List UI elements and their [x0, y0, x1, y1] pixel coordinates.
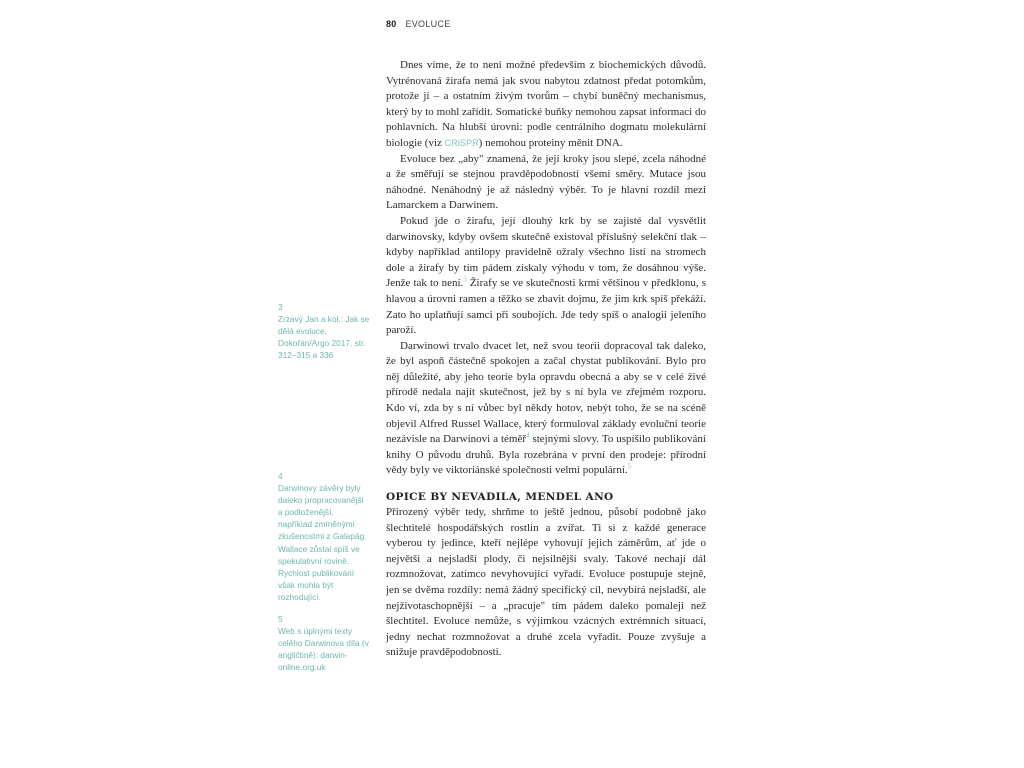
- page-number: 80: [386, 19, 397, 29]
- paragraph-4-text-b: stejnými slovy. To uspíšilo publikování knihy O původu druhů. Byla rozebrána v první den prodeje: přírodní vědy byly ve viktoriánské společnosti velmi populární.: [386, 433, 706, 477]
- section-heading: OPICE BY NEVADILA, MENDEL ANO: [386, 491, 614, 504]
- sidenote-number: 3: [278, 302, 283, 312]
- sidenote-text: Web s úplnými texty celého Darwinova díla (v angličtině): darwin-online.org.uk: [278, 626, 369, 673]
- sidenote-number: 4: [278, 471, 283, 481]
- footnote-ref-4[interactable]: 4: [526, 431, 530, 440]
- paragraph-1-text-b: ) nemohou proteiny měnit DNA.: [478, 136, 623, 149]
- paragraph-1: [386, 58, 706, 152]
- crispr-link[interactable]: CRISPR: [444, 137, 479, 148]
- running-header: [386, 19, 451, 29]
- paragraph-5: Přirozený výběr tedy, shrňme to ještě jednou, působí podobně jako šlechtitelé hospodářských rostlin a zvířat. Ti si z každé generace vyberou ty jedince, kteří nejlépe vyhovují jejich záměrům, ať jde o největší a nejsladší plody, či nejsilnější svaly. Takové nechají dál rozmnožovat, zatímco nevyhovující vyřadí. Evoluce postupuje stejně, jen se dvěma rozdíly: nemá žádný specifický cíl, nevybírá nejsladší, ale nejživotaschopnější – a „pracuje" tím pádem daleko pomaleji než šlechtitel. Evoluce nemůže, s výjimkou vzácných extrémních situací, jedny nechat rozmnožovat a druhé zcela vyřadit. Pouze zvyšuje a snižuje pravděpodobnosti.: [386, 506, 706, 659]
- chapter-title: EVOLUCE: [405, 19, 451, 29]
- paragraph-4-text-a: Darwinowi trvalo dvacet let, než svou teorii dopracoval tak daleko, že byl aspoň částečně spokojen a začal chystat publikování. Bylo pro něj důležité, aby jeho teorie byla opravdu obecná a aby se v celé živé přírodě nedala najít skutečnost, jež by s ní byla ve zřejmém rozporu. Kdo ví, zda by s ní vůbec byl někdy hotov, nebýt toho, že se na scéně objevil Alfred Russel Wallace, který formuloval základy evoluční teorie nezávisle na Darwinovi a téměř: [386, 339, 706, 446]
- main-text-column: [386, 58, 706, 661]
- paragraph-3-text-a: Pokud jde o žirafu, její dlouhý krk by se zajisté dal vysvětlit darwinovsky, kdyby ovšem skutečně existoval příslušný selekční tlak – kdyby například antilopy pravidelně ožraly všechno listí na stromech dole a žirafy by tím pádem získaly výhodu v tom, že dosáhnou výše. Jenže tak to není.: [386, 214, 706, 290]
- sidenote-4: [278, 470, 370, 603]
- sidenote-text: Zrzavý Jan a kol.: Jak se dělá evoluce, Dokořán/Argo 2017, str. 312–315 a 336: [278, 314, 370, 361]
- paragraph-2: Evoluce bez „aby" znamená, že její kroky jsou slepé, zcela náhodné a že směřují se stejnou pravděpodobností všemi směry. Mutace jsou náhodné. Nenáhodný je až následný výběr. To je hlavní rozdíl mezi Lamarckem a Darwinem.: [386, 152, 706, 212]
- footnote-ref-5[interactable]: 5: [627, 462, 632, 471]
- sidenote-text: Darwinovy závěry byly daleko propracovanější a podloženější, například zmíněnými zkušenostmi z Galapág. Wallace zůstal spíš ve spekulativní rovině. Rychlost publikování však mohla být rozhodující.: [278, 483, 367, 602]
- sidenote-3: [278, 301, 370, 361]
- paragraph-3: [386, 214, 706, 339]
- footnote-ref-3[interactable]: 3: [463, 275, 467, 284]
- paragraph-4: [386, 339, 706, 479]
- sidenote-5: [278, 613, 370, 673]
- paragraph-1-text-a: Dnes víme, že to není možné především z biochemických důvodů. Vytrénovaná žirafa nemá jak svou nabytou zdatnost předat potomkům, protože jí – a ostatním živým tvorům – chybí buněčný mechanismus, který by to mohl zařídit. Somatické buňky nemohou zapsat informaci do pohlavních. Na hlubší úrovni: podle centrálního dogmatu molekulární biologie (viz: [386, 59, 706, 149]
- paragraph-3-text-b: Žirafy se ve skutečnosti krmí většinou v předklonu, s hlavou a úrovni ramen a těžko se zbavit dojmu, že jim krk spíš překáží. Zato ho uplatňují samci při soubojích. Jde tedy spíš o analogii jeleního paroží.: [386, 277, 706, 337]
- sidenote-number: 5: [278, 614, 283, 624]
